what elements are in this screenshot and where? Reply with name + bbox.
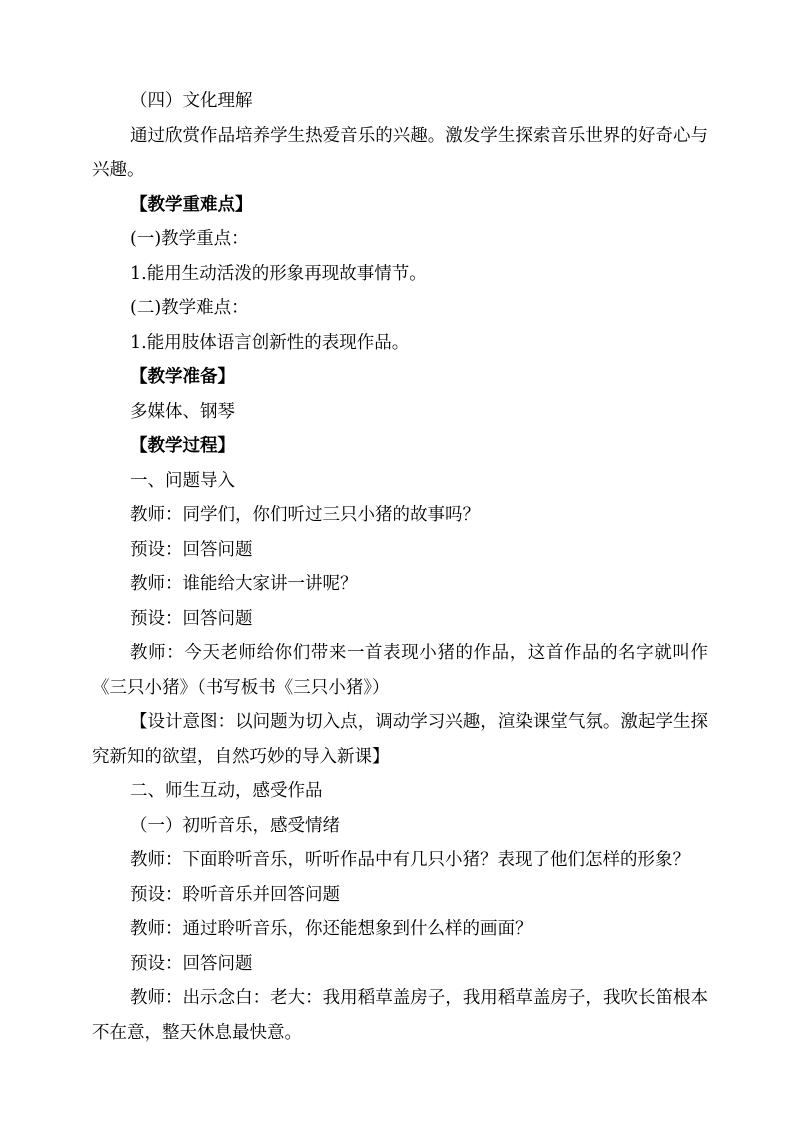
- paragraph: 1.能用生动活泼的形象再现故事情节。: [130, 263, 427, 284]
- paragraph: 教师：同学们，你们听过三只小猪的故事吗？: [130, 505, 480, 525]
- paragraph: (一)教学重点：: [130, 229, 249, 249]
- paragraph: 教师：通过聆听音乐，你还能想象到什么样的画面？: [130, 919, 533, 939]
- paragraph: 预设：回答问题: [130, 953, 253, 974]
- paragraph: (二)教学难点：: [130, 298, 249, 318]
- paragraph: 教师：出示念白：老大：我用稻草盖房子，我用稻草盖房子，我吹长笛根本不在意，整天休息最快意。: [92, 988, 708, 1043]
- paragraph: （四）文化理解: [130, 91, 253, 111]
- paragraph: 多媒体、钢琴: [130, 401, 235, 422]
- paragraph: 【设计意图：以问题为切入点，调动学习兴趣，渲染课堂气氛。激起学生探究新知的欲望，自然巧妙的导入新课】: [92, 712, 708, 767]
- paragraph: 一、问题导入: [130, 470, 235, 491]
- paragraph: 1.能用肢体语言创新性的表现作品。: [130, 332, 410, 353]
- paragraph: （一）初听音乐，感受情绪: [130, 815, 340, 836]
- paragraph: 预设：回答问题: [130, 608, 253, 629]
- paragraph: 预设：回答问题: [130, 539, 253, 560]
- paragraph: 教师：谁能给大家讲一讲呢？: [130, 574, 358, 594]
- section-heading: 【教学重难点】: [130, 194, 253, 215]
- paragraph: 通过欣赏作品培养学生热爱音乐的兴趣。激发学生探索音乐世界的好奇心与兴趣。: [92, 125, 708, 180]
- section-heading: 【教学准备】: [130, 367, 235, 387]
- section-heading: 【教学过程】: [130, 436, 235, 456]
- document-page: [92, 84, 708, 1050]
- paragraph: 预设：聆听音乐并回答问题: [130, 884, 340, 905]
- paragraph: 二、师生互动，感受作品: [130, 781, 323, 801]
- paragraph: 教师：今天老师给你们带来一首表现小猪的作品，这首作品的名字就叫作《三只小猪》（书写板书《三只小猪》）: [92, 643, 708, 698]
- paragraph: 教师：下面聆听音乐，听听作品中有几只小猪？表现了他们怎样的形象？: [130, 850, 690, 870]
